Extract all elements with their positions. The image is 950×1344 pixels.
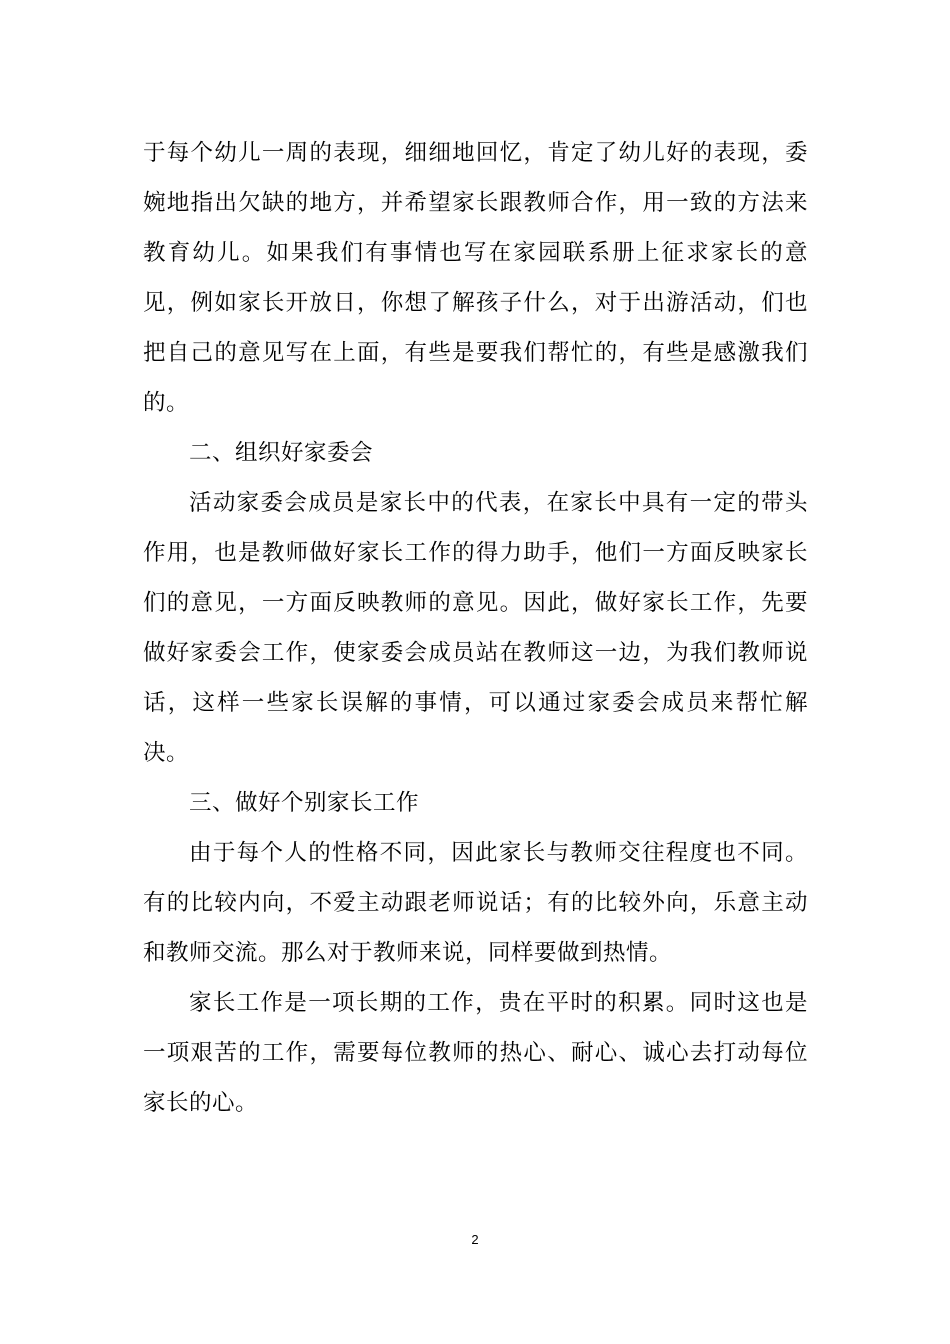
paragraph-conclusion: 家长工作是一项长期的工作，贵在平时的积累。同时这也是一项艰苦的工作，需要每位教师的热心、耐心、诚心去打动每位家长的心。 [143,990,808,1116]
document-body [143,128,808,1128]
section-heading-3: 三、做好个别家长工作 [189,790,420,816]
paragraph-committee: 活动家委会成员是家长中的代表，在家长中具有一定的带头作用，也是教师做好家长工作的得力助手，他们一方面反映家长们的意见，一方面反映教师的意见。因此，做好家长工作，先要做好家委会工作，使家委会成员站在教师这一边，为我们教师说话，这样一些家长误解的事情，可以通过家委会成员来帮忙解决。 [143,490,808,766]
paragraph-individual: 由于每个人的性格不同，因此家长与教师交往程度也不同。有的比较内向，不爱主动跟老师说话；有的比较外向，乐意主动和教师交流。那么对于教师来说，同样要做到热情。 [143,840,808,966]
paragraph-continuation: 于每个幼儿一周的表现，细细地回忆，肯定了幼儿好的表现，委婉地指出欠缺的地方，并希望家长跟教师合作，用一致的方法来教育幼儿。如果我们有事情也写在家园联系册上征求家长的意见，例如家长开放日，你想了解孩子什么，对于出游活动，们也把自己的意见写在上面，有些是要我们帮忙的，有些是感激我们的。 [143,140,808,416]
section-heading-2: 二、组织好家委会 [189,440,374,466]
page-number: 2 [471,1232,479,1247]
